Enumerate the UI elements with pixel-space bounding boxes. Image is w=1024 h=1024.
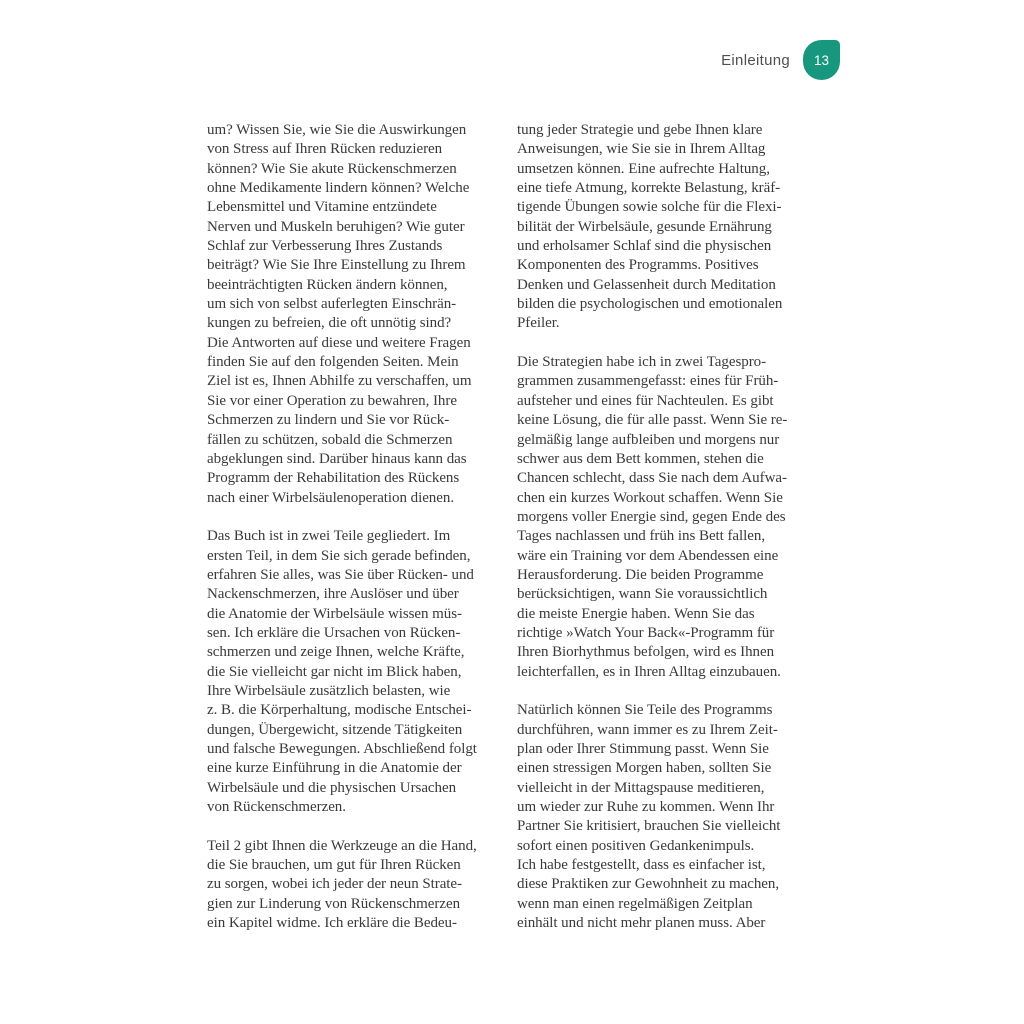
text-line: und erholsamer Schlaf sind die physischen xyxy=(517,238,772,255)
text-line: erfahren Sie alles, was Sie über Rücken- und xyxy=(207,566,474,583)
text-line: vielleicht in der Mittagspause meditieren, xyxy=(517,779,765,796)
text-line: Chancen schlecht, dass Sie nach dem Aufwa- xyxy=(517,470,787,487)
page-number: 13 xyxy=(813,52,830,68)
text-line: nach einer Wirbelsäulenoperation dienen. xyxy=(207,489,455,506)
text-line: Das Buch ist in zwei Teile gegliedert. Im xyxy=(207,528,451,545)
page-number-badge xyxy=(803,40,840,80)
text-line: Sie vor einer Operation zu bewahren, Ihre xyxy=(207,392,457,409)
text-line: von Stress auf Ihren Rücken reduzieren xyxy=(207,141,443,158)
text-line: können? Wie Sie akute Rückenschmerzen xyxy=(207,160,457,177)
text-line: schmerzen und zeige Ihnen, welche Kräfte, xyxy=(207,644,465,661)
text-line: Ich habe festgestellt, dass es einfacher ist, xyxy=(517,857,766,874)
text-line: Komponenten des Programms. Positives xyxy=(517,257,759,274)
text-line: schwer aus dem Bett kommen, stehen die xyxy=(517,450,764,467)
text-line: aufsteher und eines für Nachteulen. Es gibt xyxy=(517,392,774,409)
text-line: kungen zu befreien, die oft unnötig sind? xyxy=(207,315,452,332)
paragraph xyxy=(517,121,801,334)
paragraph xyxy=(207,121,491,508)
text-line: Wirbelsäule und die physischen Ursachen xyxy=(207,779,457,796)
text-line: Partner Sie kritisiert, brauchen Sie vielleicht xyxy=(517,818,781,835)
text-line: dungen, Übergewicht, sitzende Tätigkeiten xyxy=(207,721,463,738)
text-line: und falsche Bewegungen. Abschließend folgt xyxy=(207,741,477,757)
text-line: plan oder Ihrer Stimmung passt. Wenn Sie xyxy=(517,741,769,757)
text-line: um wieder zur Ruhe zu kommen. Wenn Ihr xyxy=(517,799,775,816)
text-line: Ihre Wirbelsäule zusätzlich belasten, wie xyxy=(207,682,451,699)
text-line: beiträgt? Wie Sie Ihre Einstellung zu Ihrem xyxy=(207,257,466,274)
text-line: um? Wissen Sie, wie Sie die Auswirkungen xyxy=(207,122,467,138)
text-line: Die Antworten auf diese und weitere Fragen xyxy=(207,334,471,351)
text-line: gelmäßig lange aufbleiben und morgens nur xyxy=(517,431,780,448)
text-line: morgens voller Energie sind, gegen Ende des xyxy=(517,508,786,525)
text-line: die Anatomie der Wirbelsäule wissen müs- xyxy=(207,605,462,622)
text-line: Nerven und Muskeln beruhigen? Wie guter xyxy=(207,218,465,235)
text-line: richtige »Watch Your Back«-Programm für xyxy=(517,624,775,641)
text-line: ersten Teil, in dem Sie sich gerade befinden, xyxy=(207,547,471,564)
text-line: keine Lösung, die für alle passt. Wenn Sie re- xyxy=(517,412,788,429)
text-line: Die Strategien habe ich in zwei Tagespro- xyxy=(517,354,767,371)
text-line: die meiste Energie haben. Wenn Sie das xyxy=(517,605,755,622)
text-line: beeinträchtigten Rücken ändern können, xyxy=(207,276,448,293)
text-line: tung jeder Strategie und gebe Ihnen klare xyxy=(517,122,763,138)
text-column-left xyxy=(207,121,491,933)
text-line: ein Kapitel widme. Ich erkläre die Bedeu- xyxy=(207,915,457,932)
text-line: bilden die psychologischen und emotionalen xyxy=(517,296,783,313)
text-line: finden Sie auf den folgenden Seiten. Mein xyxy=(207,354,459,371)
text-line: bilität der Wirbelsäule, gesunde Ernährung xyxy=(517,218,772,235)
text-line: die Sie vielleicht gar nicht im Blick haben, xyxy=(207,663,462,680)
paragraph xyxy=(207,527,491,817)
paragraph xyxy=(207,837,491,934)
text-line: Pfeiler. xyxy=(517,315,560,332)
text-line: Lebensmittel und Vitamine entzündete xyxy=(207,199,437,216)
text-line: berücksichtigen, wann Sie voraussichtlich xyxy=(517,586,768,603)
text-line: chen ein kurzes Workout schaffen. Wenn Sie xyxy=(517,489,783,506)
text-line: die Sie brauchen, um gut für Ihren Rücken xyxy=(207,857,461,874)
text-line: Denken und Gelassenheit durch Meditation xyxy=(517,276,776,293)
text-line: gien zur Linderung von Rückenschmerzen xyxy=(207,895,461,912)
text-line: Programm der Rehabilitation des Rückens xyxy=(207,470,460,487)
text-line: ohne Medikamente lindern können? Welche xyxy=(207,180,470,197)
text-line: Tages nachlassen und früh ins Bett fallen, xyxy=(517,528,766,545)
text-line: tigende Übungen sowie solche für die Flexi- xyxy=(517,199,782,216)
text-line: umsetzen können. Eine aufrechte Haltung, xyxy=(517,160,770,177)
text-line: leichterfallen, es in Ihren Alltag einzubauen. xyxy=(517,663,781,680)
text-line: Schlaf zur Verbesserung Ihres Zustands xyxy=(207,238,443,255)
text-line: sofort einen positiven Gedankenimpuls. xyxy=(517,837,755,854)
text-line: zu sorgen, wobei ich jeder der neun Strate- xyxy=(207,876,462,893)
text-line: wäre ein Training vor dem Abendessen eine xyxy=(517,547,779,564)
section-label: Einleitung xyxy=(721,51,790,69)
text-line: Herausforderung. Die beiden Programme xyxy=(517,566,764,583)
paragraph xyxy=(517,353,801,682)
text-line: z. B. die Körperhaltung, modische Entschei- xyxy=(207,702,472,719)
text-line: grammen zusammengefasst: eines für Früh- xyxy=(517,373,779,390)
text-line: fällen zu schützen, sobald die Schmerzen xyxy=(207,431,453,448)
paragraph xyxy=(517,701,801,933)
text-line: Schmerzen zu lindern und Sie vor Rück- xyxy=(207,412,450,429)
text-line: Anweisungen, wie Sie sie in Ihrem Alltag xyxy=(517,141,766,158)
text-line: diese Praktiken zur Gewohnheit zu machen, xyxy=(517,876,780,893)
text-line: wenn man einen regelmäßigen Zeitplan xyxy=(517,895,753,912)
text-line: von Rückenschmerzen. xyxy=(207,799,346,816)
text-line: Ihren Biorhythmus befolgen, wird es Ihnen xyxy=(517,644,775,661)
text-line: sen. Ich erkläre die Ursachen von Rücken- xyxy=(207,624,461,641)
text-line: durchführen, wann immer es zu Ihrem Zeit- xyxy=(517,721,778,738)
text-line: einen stressigen Morgen haben, sollten Sie xyxy=(517,760,772,777)
text-line: Ziel ist es, Ihnen Abhilfe zu verschaffen, um xyxy=(207,373,472,390)
text-line: eine tiefe Atmung, korrekte Belastung, kräf- xyxy=(517,180,781,197)
text-line: Nackenschmerzen, ihre Auslöser und über xyxy=(207,586,459,603)
text-column-right xyxy=(517,121,801,933)
running-header xyxy=(721,40,840,80)
text-line: einhält und nicht mehr planen muss. Aber xyxy=(517,915,766,932)
text-line: um sich von selbst auferlegten Einschrän- xyxy=(207,296,457,313)
text-line: Teil 2 gibt Ihnen die Werkzeuge an die Hand, xyxy=(207,837,477,854)
text-line: abgeklungen sind. Darüber hinaus kann das xyxy=(207,450,467,467)
text-line: Natürlich können Sie Teile des Programms xyxy=(517,702,773,719)
text-line: eine kurze Einführung in die Anatomie der xyxy=(207,760,462,777)
